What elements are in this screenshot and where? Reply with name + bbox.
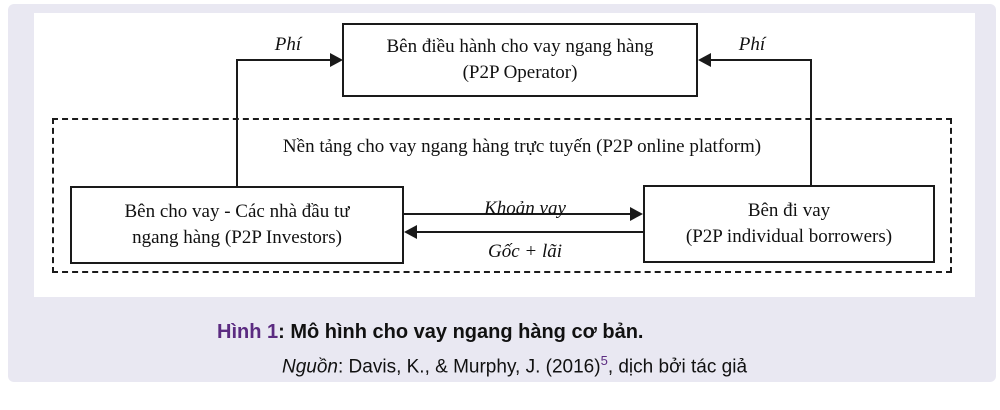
node-p2p-investors: [70, 186, 404, 264]
figure-source-text: : Davis, K., & Murphy, J. (2016): [338, 356, 601, 378]
loan-label: Khoản vay: [484, 198, 566, 219]
fee-left-connector-horizontal: [236, 59, 330, 61]
repayment-arrowhead-icon: [404, 225, 417, 239]
platform-label: Nền tảng cho vay ngang hàng trực tuyến (P2P online platform): [282, 136, 762, 157]
figure-source-suffix: , dịch bởi tác giả: [607, 356, 748, 378]
figure-source-label: Nguồn: [282, 356, 338, 378]
figure-caption-title: Mô hình cho vay ngang hàng cơ bản.: [290, 321, 644, 343]
figure-source: [282, 349, 747, 379]
node-p2p-investors-line1: Bên cho vay - Các nhà đầu tư: [124, 201, 350, 222]
fee-right-connector-horizontal: [711, 59, 812, 61]
figure-caption: [217, 320, 643, 344]
figure-source-footnote-ref: 5: [600, 353, 608, 368]
figure-caption-number: Hình 1: [217, 321, 279, 343]
node-p2p-borrowers: [643, 185, 935, 263]
repayment-label: Gốc + lãi: [487, 241, 563, 262]
node-p2p-borrowers-line1: Bên đi vay: [747, 200, 831, 221]
loan-arrowhead-icon: [630, 207, 643, 221]
fee-left-connector-vertical: [236, 60, 238, 186]
fee-right-label: Phí: [738, 34, 766, 55]
fee-right-connector-vertical: [810, 60, 812, 185]
node-p2p-investors-line2: ngang hàng (P2P Investors): [132, 227, 342, 248]
node-p2p-operator-line2: (P2P Operator): [462, 62, 578, 83]
node-p2p-borrowers-line2: (P2P individual borrowers): [685, 226, 893, 247]
node-p2p-operator-line1: Bên điều hành cho vay ngang hàng: [386, 36, 654, 57]
node-p2p-operator: [342, 23, 698, 97]
fee-left-label: Phí: [274, 34, 302, 55]
figure-caption-separator: :: [278, 321, 291, 343]
repayment-connector: [417, 231, 643, 233]
